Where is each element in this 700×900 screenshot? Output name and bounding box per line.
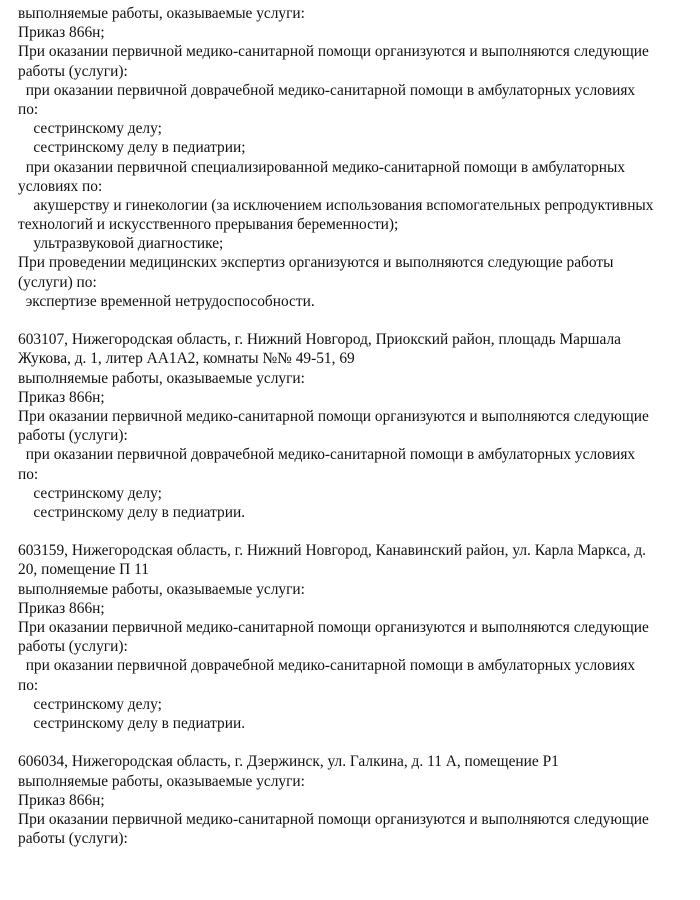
text-line: ультразвуковой диагностике; bbox=[18, 235, 224, 253]
text-line: выполняемые работы, оказываемые услуги: bbox=[18, 369, 305, 387]
text-line: при оказании первичной доврачебной медико-санитарной помощи в амбулаторных условиях bbox=[18, 446, 636, 464]
text-line: при оказании первичной доврачебной медико-санитарной помощи в амбулаторных условиях bbox=[18, 657, 636, 675]
text-line: сестринскому делу; bbox=[18, 484, 162, 502]
paragraph-gap bbox=[18, 311, 686, 330]
text-line: Приказ 866н; bbox=[18, 24, 105, 42]
text-line: При оказании первичной медико-санитарной помощи организуются и выполняются следующие bbox=[18, 407, 649, 425]
section-block-4 bbox=[18, 752, 686, 848]
text-line: работы (услуги): bbox=[18, 830, 128, 848]
address-line: Жукова, д. 1, литер АА1А2, комнаты №№ 49-51, 69 bbox=[18, 350, 355, 368]
text-line: Приказ 866н; bbox=[18, 388, 105, 406]
text-line: При оказании первичной медико-санитарной помощи организуются и выполняются следующие bbox=[18, 619, 649, 636]
text-line: условиях по: bbox=[18, 177, 103, 195]
text-line: Приказ 866н; bbox=[18, 599, 105, 617]
text-line: При оказании первичной медико-санитарной помощи организуются и выполняются следующие bbox=[18, 43, 649, 61]
text-line: сестринскому делу; bbox=[18, 120, 162, 138]
text-line: Приказ 866н; bbox=[18, 791, 105, 809]
text-line: сестринскому делу; bbox=[18, 695, 162, 713]
text-line: технологий и искусственного прерывания беременности); bbox=[18, 216, 399, 234]
paragraph-gap bbox=[18, 522, 686, 541]
address-line: 603159, Нижегородская область, г. Нижний Новгород, Канавинский район, ул. Карла Маркса, д. bbox=[18, 542, 647, 560]
text-line: по: bbox=[18, 465, 39, 483]
document-page bbox=[18, 4, 686, 848]
text-line: выполняемые работы, оказываемые услуги: bbox=[18, 5, 305, 22]
section-block-1 bbox=[18, 4, 686, 311]
paragraph-gap bbox=[18, 733, 686, 752]
text-line: При проведении медицинских экспертиз организуются и выполняются следующие работы bbox=[18, 254, 614, 272]
text-line: работы (услуги): bbox=[18, 427, 128, 445]
text-line: сестринскому делу в педиатрии. bbox=[18, 503, 246, 521]
text-line: сестринскому делу в педиатрии; bbox=[18, 139, 246, 157]
section-block-3 bbox=[18, 541, 686, 733]
text-line: (услуги) по: bbox=[18, 273, 97, 291]
text-line: по: bbox=[18, 676, 39, 694]
text-line: работы (услуги): bbox=[18, 62, 128, 80]
text-line: акушерству и гинекологии (за исключением использования вспомогательных репродуктивных bbox=[18, 196, 654, 214]
address-line: 603107, Нижегородская область, г. Нижний Новгород, Приокский район, площадь Маршала bbox=[18, 331, 622, 349]
address-line: 20, помещение П 11 bbox=[18, 561, 149, 579]
text-line: при оказании первичной доврачебной медико-санитарной помощи в амбулаторных условиях bbox=[18, 81, 636, 99]
text-line: экспертизе временной нетрудоспособности. bbox=[18, 292, 315, 310]
text-line: сестринскому делу в педиатрии. bbox=[18, 714, 246, 732]
text-line: работы (услуги): bbox=[18, 638, 128, 656]
text-line: При оказании первичной медико-санитарной помощи организуются и выполняются следующие bbox=[18, 810, 649, 828]
section-block-2 bbox=[18, 330, 686, 522]
text-line: выполняемые работы, оказываемые услуги: bbox=[18, 580, 305, 598]
text-line: по: bbox=[18, 100, 39, 118]
text-line: при оказании первичной специализированной медико-санитарной помощи в амбулаторных bbox=[18, 158, 626, 176]
address-line: 606034, Нижегородская область, г. Дзержинск, ул. Галкина, д. 11 А, помещение Р1 bbox=[18, 753, 559, 771]
text-line: выполняемые работы, оказываемые услуги: bbox=[18, 772, 305, 790]
